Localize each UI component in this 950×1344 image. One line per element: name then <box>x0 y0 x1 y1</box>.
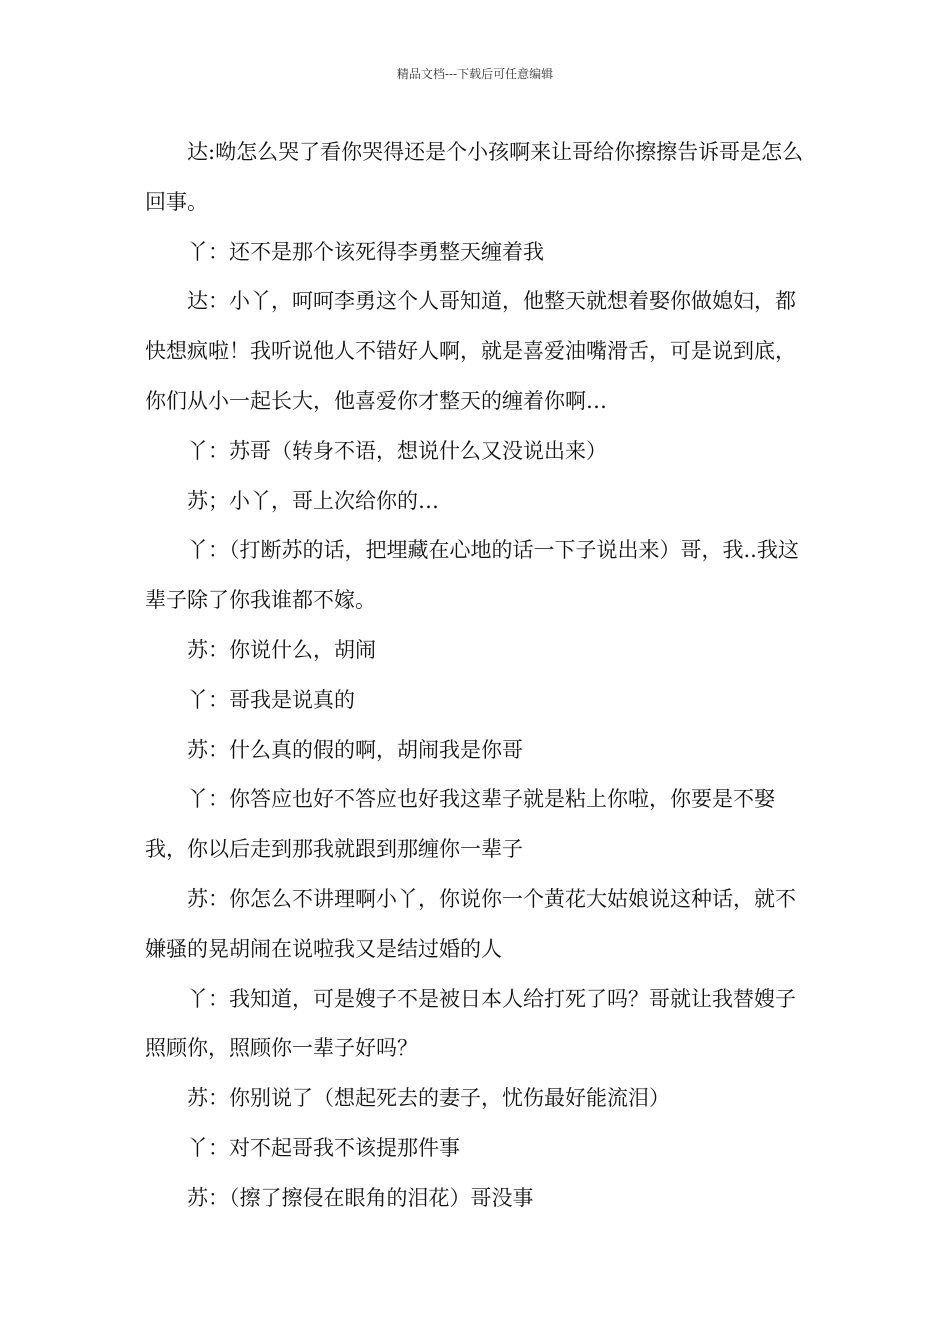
paragraph-12: 丫：我知道，可是嫂子不是被日本人给打死了吗？哥就让我替嫂子照顾你，照顾你一辈子好吗？ <box>145 986 796 1061</box>
paragraph-4: 丫：苏哥（转身不语，想说什么又没说出来） <box>187 438 607 463</box>
paragraph-3: 达：小丫，呵呵李勇这个人哥知道，他整天就想着娶你做媳妇，都快想疯啦！我听说他人不错好人啊，就是喜爱油嘴滑舌，可是说到底，你们从小一起长大，他喜爱你才整天的缠着你啊… <box>145 289 796 413</box>
paragraph-14: 丫：对不起哥我不该提那件事 <box>187 1135 460 1160</box>
paragraph-8: 丫：哥我是说真的 <box>187 687 355 712</box>
paragraph-5: 苏；小丫，哥上次给你的… <box>187 488 439 513</box>
page-header: 精品文档---下载后可任意编辑 <box>396 67 554 81</box>
paragraph-7: 苏：你说什么，胡闹 <box>187 637 376 662</box>
paragraph-1: 达:呦怎么哭了看你哭得还是个小孩啊来让哥给你擦擦告诉哥是怎么回事。 <box>145 140 804 214</box>
paragraph-13: 苏：你别说了（想起死去的妻子，忧伤最好能流泪） <box>187 1086 670 1111</box>
paragraph-6: 丫：（打断苏的话，把埋藏在心地的话一下子说出来）哥，我..我这辈子除了你我谁都不嫁。 <box>145 538 799 613</box>
paragraph-11: 苏：你怎么不讲理啊小丫，你说你一个黄花大姑娘说这种话，就不嫌骚的晃胡闹在说啦我又是结过婚的人 <box>145 886 796 961</box>
paragraph-15: 苏：（擦了擦侵在眼角的泪花）哥没事 <box>187 1185 534 1210</box>
paragraph-2: 丫：还不是那个该死得李勇整天缠着我 <box>187 239 544 264</box>
script-body <box>145 128 815 1224</box>
paragraph-9: 苏：什么真的假的啊，胡闹我是你哥 <box>187 737 523 762</box>
paragraph-10: 丫：你答应也好不答应也好我这辈子就是粘上你啦，你要是不娶我，你以后走到那我就跟到那缠你一辈子 <box>145 787 775 862</box>
